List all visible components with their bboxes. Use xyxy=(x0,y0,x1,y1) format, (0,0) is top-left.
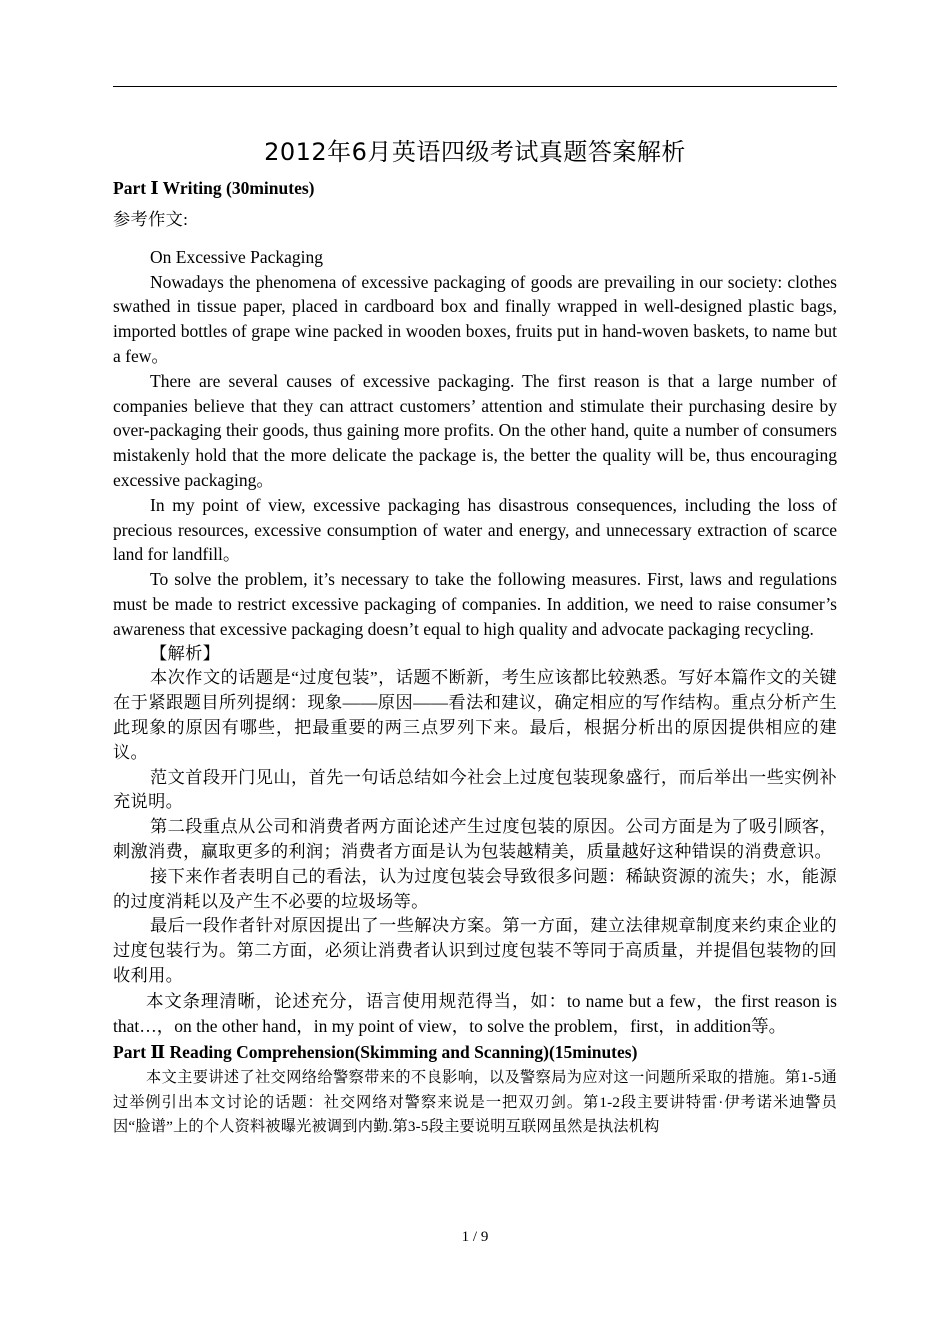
essay-paragraph: To solve the problem, it’s necessary to take the following measures. First, laws and regulations must be made to restrict excessive packaging of companies. In addition, we need to raise consumer’s awareness that excessive packaging doesn’t equal to high quality and advocate packaging recycling. xyxy=(113,569,837,639)
analysis-paragraph: 最后一段作者针对原因提出了一些解决方案。第一方面，建立法律规章制度来约束企业的过度包装行为。第二方面，必须让消费者认识到过度包装不等同于高质量，并提倡包装物的回收利用。 xyxy=(113,916,837,985)
part2-paragraph: 本文主要讲述了社交网络给警察带来的不良影响，以及警察局为应对这一问题所采取的措施。第1-5通过举例引出本文讨论的话题：社交网络对警察来说是一把双刃剑。第1-2段主要讲特雷·伊考诺米迪警员因“脸谱”上的个人资料被曝光被调到内勤.第3-5段主要说明互联网虽然是执法机构 xyxy=(113,1069,837,1136)
essay-paragraph: In my point of view, excessive packaging has disastrous consequences, including the loss of precious resources, excessive consumption of water and energy, and unnecessary extraction of scarce land for landfill。 xyxy=(113,494,837,565)
reference-label: 参考作文: xyxy=(113,210,189,229)
essay-title: On Excessive Packaging xyxy=(150,246,324,267)
analysis-paragraph: 接下来作者表明自己的看法，认为过度包装会导致很多问题：稀缺资源的流失；水，能源的过度消耗以及产生不必要的垃圾场等。 xyxy=(113,866,837,911)
essay-paragraph: There are several causes of excessive packaging. The first reason is that a large number of companies believe that they can attract customers’ attention and stimulate their purchasing desire by over-packaging their goods, thus gaining more profits. On the other hand, quite a number of consumers mistakenly hold that the more delicate the package is, the better the quality will be, thus encouraging excessive packaging。 xyxy=(113,370,837,490)
page-number: 1 / 9 xyxy=(461,1229,489,1245)
analysis-paragraph: 第二段重点从公司和消费者两方面论述产生过度包装的原因。公司方面是为了吸引顾客，刺激消费，赢取更多的利润；消费者方面是认为包装越精美，质量越好这种错误的消费意识。 xyxy=(113,817,837,861)
essay-paragraph: Nowadays the phenomena of excessive packaging of goods are prevailing in our society: clothes swathed in tissue paper, placed in cardboard box and finally wrapped in well-designed plastic bags, imported bottles of grape wine packed in wooden boxes, fruits put in hand-woven baskets, to name but a few。 xyxy=(113,271,837,366)
analysis-label: 【解析】 xyxy=(150,643,221,663)
page-title: 2012年6月英语四级考试真题答案解析 xyxy=(264,138,686,166)
part1-heading: Part Ⅰ Writing (30minutes) xyxy=(113,178,315,198)
header-rule xyxy=(113,86,837,87)
document-body xyxy=(113,134,837,1140)
analysis-paragraph: 范文首段开门见山，首先一句话总结如今社会上过度包装现象盛行，而后举出一些实例补充说明。 xyxy=(113,767,837,812)
analysis-paragraph: 本文条理清晰，论述充分，语言使用规范得当，如：to name but a few，the first reason is that…，on the other hand，in my point of view，to solve the problem，first，in addition等。 xyxy=(113,990,837,1036)
analysis-paragraph: 本次作文的话题是“过度包装”，话题不断新，考生应该都比较熟悉。写好本篇作文的关键在于紧跟题目所列提纲：现象——原因——看法和建议，确定相应的写作结构。重点分析产生此现象的原因有哪些，把最重要的两三点罗列下来。最后，根据分析出的原因提供相应的建议。 xyxy=(113,668,837,762)
part2-heading: Part Ⅱ Reading Comprehension(Skimming and Scanning)(15minutes) xyxy=(113,1042,638,1063)
